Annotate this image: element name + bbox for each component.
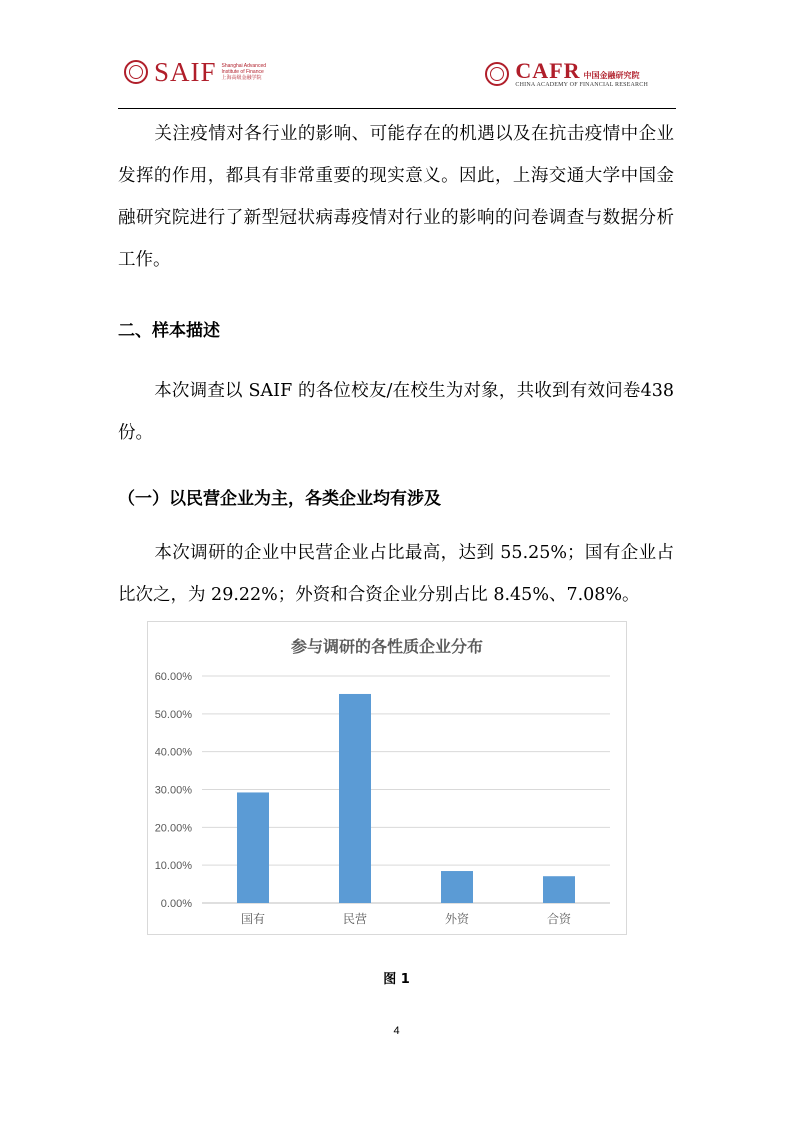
y-tick-label: 10.00% <box>154 860 192 873</box>
cafr-logo-text: CAFR <box>515 58 581 83</box>
y-tick-label: 30.00% <box>154 784 192 797</box>
x-tick-label: 民营 <box>342 912 368 926</box>
y-tick-label: 0.00% <box>160 898 192 910</box>
saif-logo <box>124 57 280 87</box>
bar <box>441 871 473 903</box>
page-header <box>118 52 676 108</box>
x-tick-label: 国有 <box>240 912 266 926</box>
y-tick-label: 60.00% <box>154 671 192 683</box>
chart-plot <box>148 622 626 934</box>
x-tick-label: 合资 <box>546 912 572 926</box>
page-number: 4 <box>393 1025 400 1037</box>
paragraph-sample: 本次调查以 SAIF 的各位校友/在校生为对象，共收到有效问卷438 份。 <box>118 381 674 443</box>
cafr-logo-subtitle-en: CHINA ACADEMY OF FINANCIAL RESEARCH <box>515 82 648 88</box>
bar-chart <box>147 621 627 935</box>
chart-title: 参与调研的各性质企业分布 <box>290 637 483 656</box>
y-tick-label: 40.00% <box>154 746 192 759</box>
bar <box>543 876 575 903</box>
y-tick-label: 50.00% <box>154 708 192 721</box>
cafr-seal-icon <box>485 62 509 86</box>
section-heading-sample: 二、样本描述 <box>118 321 220 341</box>
paragraph-intro: 关注疫情对各行业的影响、可能存在的机遇以及在抗击疫情中企业发挥的作用，都具有非常重要的现实意义。因此，上海交通大学中国金融研究院进行了新型冠状病毒疫情对行业的影响的问卷调查与数据分析工作。 <box>118 124 674 270</box>
x-tick-label: 外资 <box>444 912 470 926</box>
paragraph-enterprise: 本次调研的企业中民营企业占比最高，达到 55.25%；国有企业占比次之，为 29.22%；外资和合资企业分别占比 8.45%、7.08%。 <box>118 543 674 605</box>
cafr-logo-subtitle-cn: 中国金融研究院 <box>583 71 640 80</box>
saif-logo-subtitle-en: Shanghai Advanced Institute of Finance <box>221 63 267 75</box>
header-divider <box>118 108 676 109</box>
bar <box>339 694 371 903</box>
saif-seal-icon <box>124 60 148 84</box>
subsection-heading-enterprise: （一）以民营企业为主，各类企业均有涉及 <box>118 489 441 509</box>
bar <box>237 792 269 903</box>
figure-caption: 图 1 <box>383 972 410 987</box>
y-tick-label: 20.00% <box>154 822 192 835</box>
saif-logo-text: SAIF <box>154 57 217 87</box>
cafr-logo <box>485 60 648 88</box>
saif-logo-subtitle-cn: 上海高级金融学院 <box>221 75 262 81</box>
